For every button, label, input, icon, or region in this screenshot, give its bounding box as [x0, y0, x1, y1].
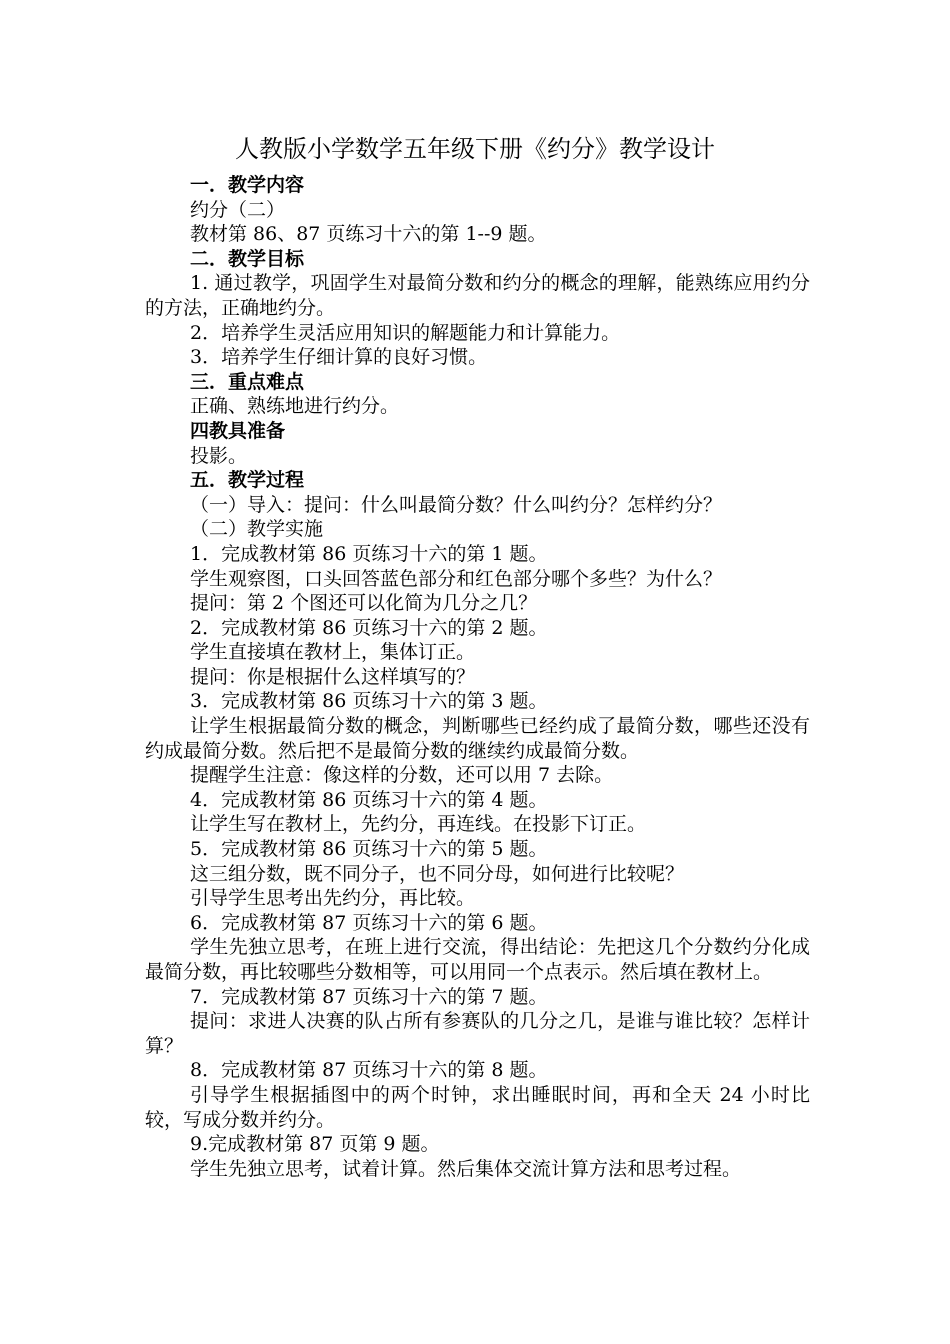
body-paragraph: （二）教学实施	[190, 518, 324, 541]
section-heading: 三．重点难点	[190, 370, 305, 393]
body-paragraph: 3．培养学生仔细计算的良好习惯。	[190, 346, 488, 369]
section-heading: 二．教学目标	[190, 247, 305, 270]
body-paragraph: （一）导入：提问：什么叫最简分数？什么叫约分？怎样约分？	[190, 493, 723, 516]
body-paragraph: 提问：求进人决赛的队占所有参赛队的几分之几，是谁与谁比较？怎样计算？	[145, 1010, 810, 1057]
body-paragraph: 2．培养学生灵活应用知识的解题能力和计算能力。	[190, 321, 621, 344]
body-paragraph: 学生先独立思考，在班上进行交流，得出结论：先把这几个分数约分化成最简分数，再比较哪些分数相等，可以用同一个点表示。然后填在教材上。	[145, 936, 810, 983]
body-paragraph: 提醒学生注意：像这样的分数，还可以用 7 去除。	[190, 764, 614, 787]
document-title: 人教版小学数学五年级下册《约分》教学设计	[235, 135, 715, 163]
document-body	[145, 173, 810, 1181]
section-heading: 一．教学内容	[190, 174, 305, 196]
body-paragraph: 约分（二）	[190, 198, 286, 221]
body-paragraph: 6．完成教材第 87 页练习十六的第 6 题。	[190, 911, 548, 934]
body-paragraph: 学生观察图，口头回答蓝色部分和红色部分哪个多些？为什么？	[190, 567, 723, 590]
section-heading: 四教具准备	[190, 419, 286, 442]
body-paragraph: 引导学生根据插图中的两个时钟，求出睡眠时间，再和全天 24 小时比较，写成分数并约分。	[145, 1083, 810, 1131]
body-paragraph: 3．完成教材第 86 页练习十六的第 3 题。	[190, 690, 548, 713]
body-paragraph: 学生直接填在教材上，集体订正。	[190, 641, 476, 664]
body-paragraph: 让学生根据最简分数的概念，判断哪些已经约成了最简分数，哪些还没有约成最简分数。然后把不是最简分数的继续约成最简分数。	[145, 715, 810, 762]
body-paragraph: 8．完成教材第 87 页练习十六的第 8 题。	[190, 1059, 548, 1082]
body-paragraph: 5．完成教材第 86 页练习十六的第 5 题。	[190, 838, 548, 861]
body-paragraph: 4．完成教材第 86 页练习十六的第 4 题。	[190, 788, 548, 811]
body-paragraph: 正确、熟练地进行约分。	[190, 395, 400, 418]
body-paragraph: 投影。	[190, 444, 248, 467]
body-paragraph: 提问：第 2 个图还可以化简为几分之几？	[190, 592, 538, 615]
section-heading: 五．教学过程	[190, 469, 305, 492]
body-paragraph: 1．完成教材第 86 页练习十六的第 1 题。	[190, 542, 548, 565]
body-paragraph: 提问：你是根据什么这样填写的？	[190, 665, 476, 688]
body-paragraph: 这三组分数，既不同分子，也不同分母，如何进行比较呢？	[190, 862, 685, 885]
body-paragraph: 9.完成教材第 87 页第 9 题。	[190, 1133, 440, 1156]
body-paragraph: 7．完成教材第 87 页练习十六的第 7 题。	[190, 985, 548, 1008]
body-paragraph: 学生先独立思考，试着计算。然后集体交流计算方法和思考过程。	[190, 1157, 742, 1180]
body-paragraph: 让学生写在教材上，先约分，再连线。在投影下订正。	[190, 813, 647, 836]
body-paragraph: 1. 通过教学，巩固学生对最简分数和约分的概念的理解，能熟练应用约分的方法，正确地约分。	[145, 272, 810, 319]
body-paragraph: 教材第 86、87 页练习十六的第 1--9 题。	[190, 223, 547, 246]
body-paragraph: 2．完成教材第 86 页练习十六的第 2 题。	[190, 616, 548, 639]
body-paragraph: 引导学生思考出先约分，再比较。	[190, 887, 476, 910]
